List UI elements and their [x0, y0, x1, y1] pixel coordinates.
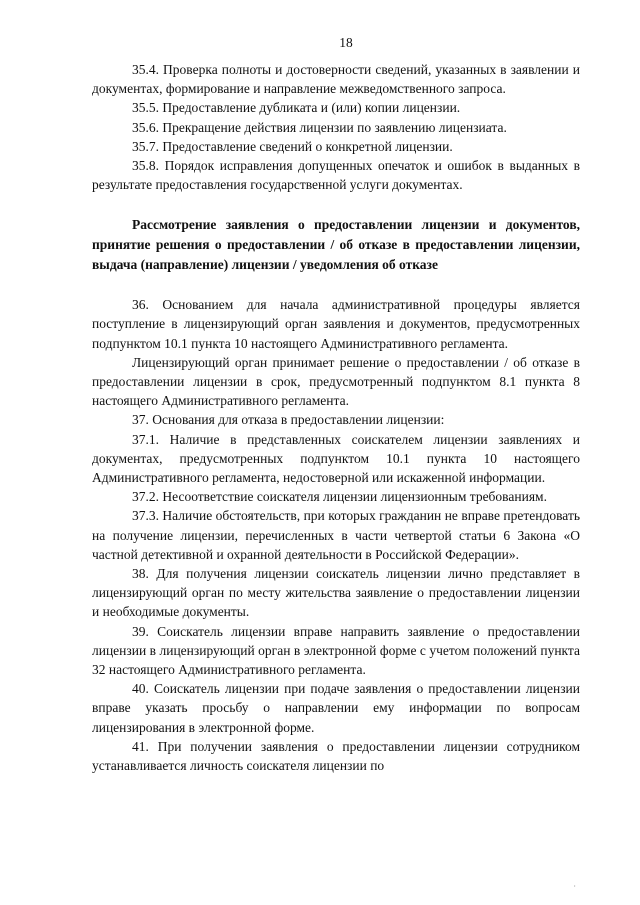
- paragraph-37-2: 37.2. Несоответствие соискателя лицензии лицензионным требованиям.: [132, 489, 547, 505]
- paragraph-40: 40. Соискатель лицензии при подаче заявления о предоставлении лицензии вправе указать просьбу о направлении ему информации по вопросам лицензирования в электронной форме.: [92, 681, 580, 735]
- paragraph-35-6: 35.6. Прекращение действия лицензии по заявлению лицензиата.: [132, 119, 507, 135]
- paragraph-37: 37. Основания для отказа в предоставлении лицензии:: [132, 412, 445, 428]
- paragraph-41: 41. При получении заявления о предоставлении лицензии сотрудником устанавливается личность соискателя лицензии по: [92, 738, 580, 774]
- paragraph-35-7: 35.7. Предоставление сведений о конкретной лицензии.: [132, 138, 453, 154]
- corner-mark: ·: [573, 882, 576, 891]
- paragraph-37-3: 37.3. Наличие обстоятельств, при которых гражданин не вправе претендовать на получение лицензии, перечисленных в части четвертой статьи 6 Закона «О частной детективной и охранной деятельности в Российской Федерации».: [92, 508, 580, 562]
- page-number: 18: [339, 35, 353, 50]
- paragraph-35-5: 35.5. Предоставление дубликата и (или) копии лицензии.: [132, 100, 461, 116]
- paragraph-36-decision: Лицензирующий орган принимает решение о предоставлении / об отказе в предоставлении лицензии в срок, предусмотренный подпунктом 8.1 пункта 8 настоящего Административного регламента.: [92, 354, 580, 409]
- paragraph-36: 36. Основанием для начала административной процедуры является поступление в лицензирующий орган заявления и документов, предусмотренных подпунктом 10.1 пункта 10 настоящего Административного регламента.: [92, 297, 580, 351]
- paragraph-38: 38. Для получения лицензии соискатель лицензии лично представляет в лицензирующий орган по месту жительства заявление о предоставлении лицензии и необходимые документы.: [92, 566, 580, 620]
- paragraph-35-4: 35.4. Проверка полноты и достоверности сведений, указанных в заявлении и документах, формирование и направление межведомственного запроса.: [92, 62, 580, 97]
- paragraph-37-1: 37.1. Наличие в представленных соискателем лицензии заявлениях и документах, предусмотренных подпунктом 10.1 пункта 10 настоящего Административного регламента, недостоверной или искаженной информации.: [92, 431, 580, 486]
- section-heading: Рассмотрение заявления о предоставлении лицензии и документов, принятие решения о предоставлении / об отказе в предоставлении лицензии, выдача (направление) лицензии / уведомления об отказе: [92, 217, 580, 272]
- paragraph-39: 39. Соискатель лицензии вправе направить заявление о предоставлении лицензии в лицензирующий орган в электронной форме с учетом положений пункта 32 настоящего Административного регламента.: [92, 623, 580, 678]
- paragraph-35-8: 35.8. Порядок исправления допущенных опечаток и ошибок в выданных в результате предоставления государственной услуги документах.: [92, 158, 580, 193]
